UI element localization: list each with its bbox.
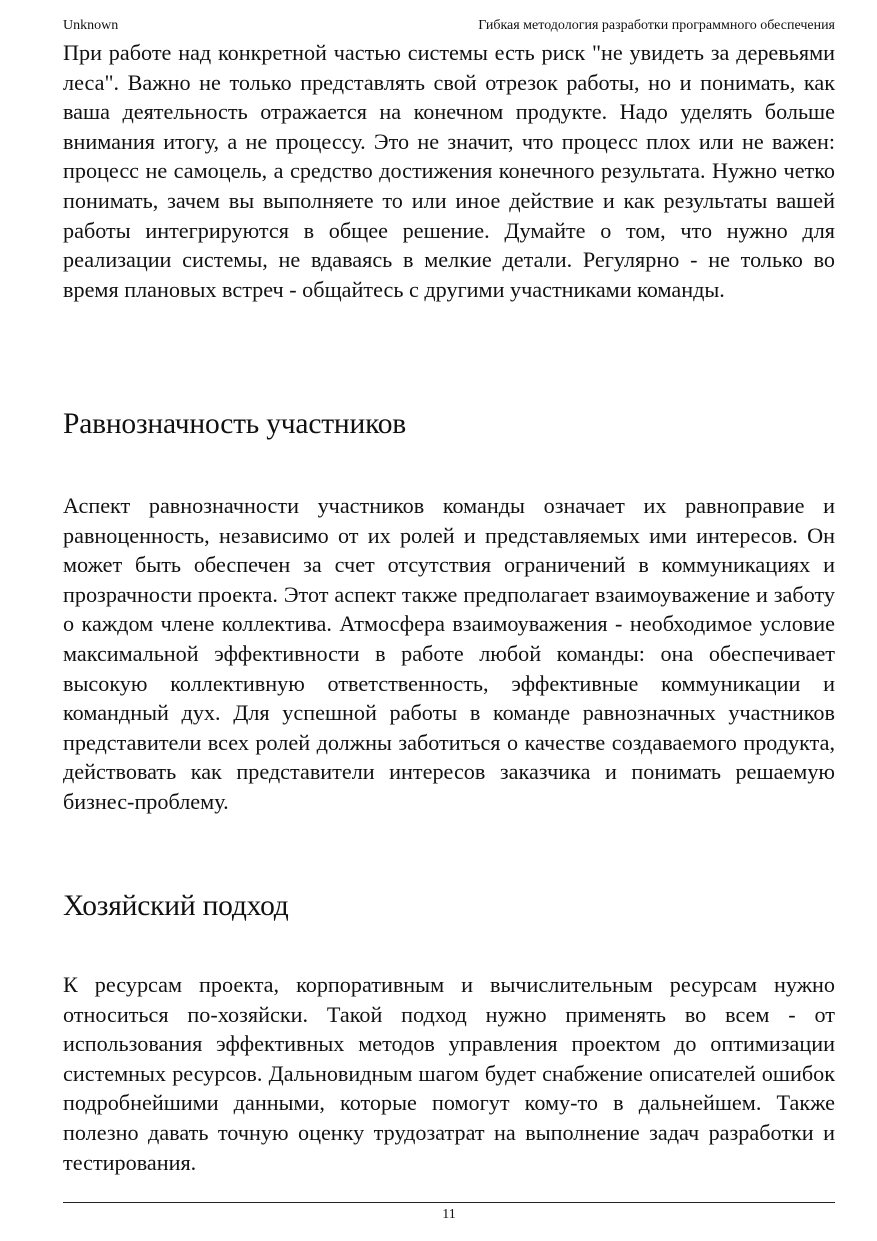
heading-ownership: Хозяйский подход — [63, 890, 289, 922]
page-number: 11 — [442, 1207, 456, 1222]
heading-equality: Равнозначность участников — [63, 408, 406, 440]
equality-paragraph: Аспект равнозначности участников команды означает их равноправие и равноценность, независимо от их ролей и представляемых ими интересов. Он может быть обеспечен за счет отсутствия ограничений в коммуникациях и прозрачности проекта. Этот аспект также предполагает взаимоуважение и заботу о каждом члене коллектива. Атмосфера взаимоуважения - необходимое условие максимальной эффективности в работе любой команды: она обеспечивает высокую коллективную ответственность, эффективные коммуникации и командный дух. Для успешной работы в команде равнозначных участников представители всех ролей должны заботиться о качестве создаваемого продукта, действовать как представители интересов заказчика и понимать решаемую бизнес-проблему. — [63, 493, 835, 814]
document-page — [63, 0, 835, 1241]
running-header — [63, 16, 835, 36]
ownership-paragraph: К ресурсам проекта, корпоративным и вычислительным ресурсам нужно относиться по-хозяйски. Такой подход нужно применять во всем - от использования эффективных методов управления проектом до оптимизации системных ресурсов. Дальновидным шагом будет снабжение описателей ошибок подробнейшими данными, которые помогут кому-то в дальнейшем. Также полезно давать точную оценку трудозатрат на выполнение задач разработки и тестирования. — [63, 972, 835, 1175]
intro-paragraph: При работе над конкретной частью системы есть риск "не увидеть за деревьями леса". Важно не только представлять свой отрезок работы, но и понимать, как ваша деятельность отражается на конечном продукте. Надо уделять больше внимания итогу, а не процессу. Это не значит, что процесс плох или не важен: процесс не самоцель, а средство достижения конечного результата. Нужно четко понимать, зачем вы выполняете то или иное действие и как результаты вашей работы интегрируются в общее решение. Думайте о том, что нужно для реализации системы, не вдаваясь в мелкие детали. Регулярно - не только во время плановых встреч - общайтесь с другими участниками команды. — [63, 40, 835, 302]
header-author: Unknown — [63, 18, 119, 33]
header-book-title: Гибкая методология разработки программного обеспечения — [478, 18, 835, 33]
footer-divider — [63, 1202, 835, 1203]
